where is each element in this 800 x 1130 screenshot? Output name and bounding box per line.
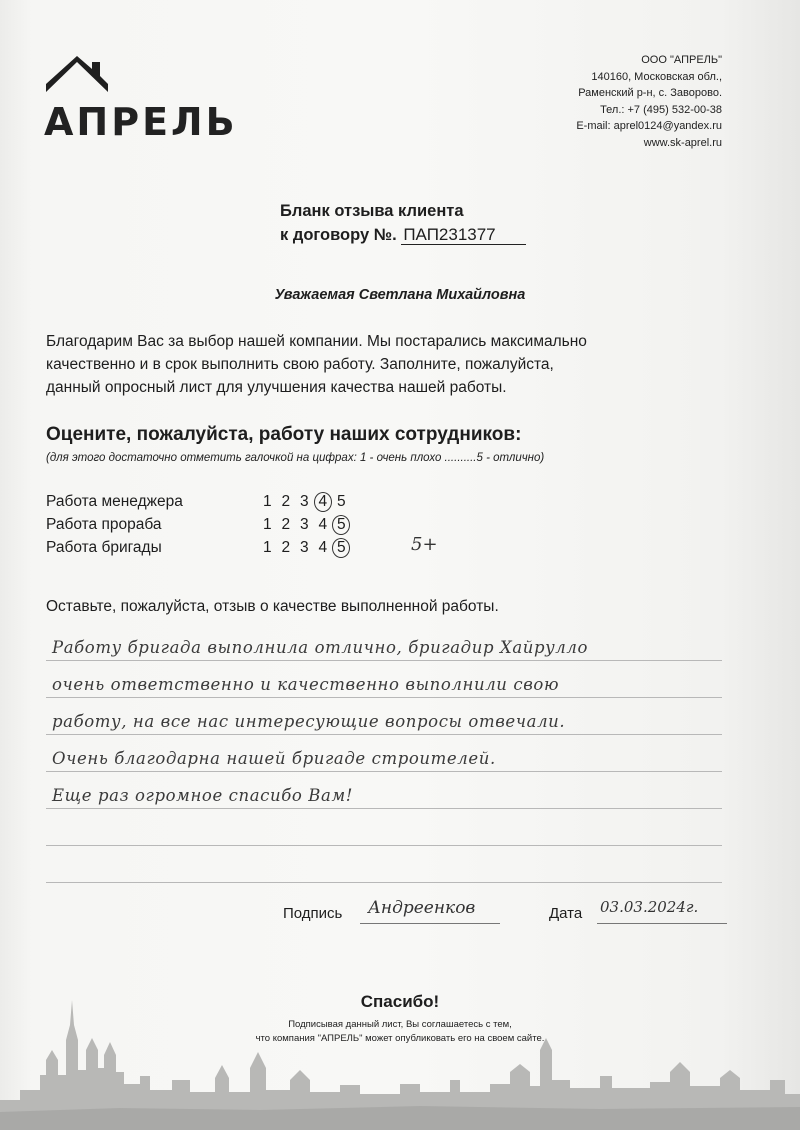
rating-scale xyxy=(258,493,351,511)
review-line xyxy=(46,846,722,883)
ratings-table xyxy=(46,493,466,562)
rating-scale xyxy=(258,539,351,557)
company-line: E-mail: aprel0124@yandex.ru xyxy=(576,120,722,132)
handwritten-text: очень ответственно и качественно выполнили свою xyxy=(52,675,560,694)
review-line xyxy=(46,772,722,809)
review-area[interactable] xyxy=(46,624,722,883)
date-label: Дата xyxy=(549,905,583,922)
logo-wordmark: АПРЕЛЬ xyxy=(44,100,238,144)
rating-option[interactable]: 3 xyxy=(299,539,309,556)
rating-label: Работа бригады xyxy=(46,539,162,556)
rating-option[interactable]: 4 xyxy=(318,516,328,533)
company-line: ООО "АПРЕЛЬ" xyxy=(641,54,722,66)
company-contacts xyxy=(462,52,722,151)
handwritten-text: работу, на все нас интересующие вопросы отвечали. xyxy=(52,712,566,731)
handwritten-text: Работу бригада выполнила отлично, бригадир Хайрулло xyxy=(52,638,589,657)
intro-line: качественно и в срок выполнить свою работу. Заполните, пожалуйста, xyxy=(46,356,554,373)
title-line-2 xyxy=(280,223,526,247)
rating-option[interactable]: 3 xyxy=(299,516,309,533)
signature-value: Андреенков xyxy=(368,898,476,918)
rating-option[interactable]: 5 xyxy=(336,493,346,510)
rating-scale xyxy=(258,516,351,534)
title-contract-label: к договору №. xyxy=(280,226,397,244)
rating-option[interactable]: 3 xyxy=(299,493,309,510)
ratings-heading: Оцените, пожалуйста, работу наших сотрудников: xyxy=(46,424,522,445)
signature-line[interactable] xyxy=(360,923,500,924)
intro-text xyxy=(46,330,746,399)
rating-option[interactable]: 1 xyxy=(262,493,272,510)
intro-line: Благодарим Вас за выбор нашей компании. Мы постарались максимально xyxy=(46,333,587,350)
rating-label: Работа прораба xyxy=(46,516,162,533)
rating-label: Работа менеджера xyxy=(46,493,183,510)
rating-option[interactable]: 4 xyxy=(314,493,333,511)
company-line: Раменский р-н, с. Заворово. xyxy=(578,87,722,99)
rating-row-crew xyxy=(46,534,466,562)
rating-option[interactable]: 5 xyxy=(332,539,351,557)
title-line-1: Бланк отзыва клиента xyxy=(280,202,464,220)
rating-option[interactable]: 2 xyxy=(281,493,291,510)
greeting: Уважаемая Светлана Михайловна xyxy=(274,287,526,303)
house-roof-icon xyxy=(44,56,114,96)
review-line xyxy=(46,661,722,698)
company-line: www.sk-aprel.ru xyxy=(643,136,722,149)
thanks-heading: Спасибо! xyxy=(360,992,440,1011)
handwritten-text: Очень благодарна нашей бригаде строителей. xyxy=(52,749,496,768)
rating-option[interactable]: 1 xyxy=(262,516,272,533)
city-skyline-illustration xyxy=(0,980,800,1130)
rating-option[interactable]: 1 xyxy=(262,539,272,556)
date-line[interactable] xyxy=(597,923,727,924)
consent-line: Подписывая данный лист, Вы соглашаетесь с тем, xyxy=(288,1019,512,1030)
form-title xyxy=(280,200,526,247)
rating-row-manager xyxy=(46,493,466,516)
rating-option[interactable]: 4 xyxy=(318,539,328,556)
review-label: Оставьте, пожалуйста, отзыв о качестве выполненной работы. xyxy=(46,598,499,615)
review-line xyxy=(46,735,722,772)
company-line: 140160, Московская обл., xyxy=(591,70,722,83)
rating-option[interactable]: 2 xyxy=(281,516,291,533)
review-line xyxy=(46,624,722,661)
contract-number: ПАП231377 xyxy=(401,225,525,245)
company-line: Тел.: +7 (495) 532-00-38 xyxy=(600,103,722,116)
handwritten-extra-mark: 5+ xyxy=(411,534,438,555)
review-line xyxy=(46,809,722,846)
rating-option[interactable]: 5 xyxy=(332,516,351,534)
rating-row-foreman xyxy=(46,516,466,539)
intro-line: данный опросный лист для улучшения качества нашей работы. xyxy=(46,379,507,396)
signature-label: Подпись xyxy=(283,905,343,922)
handwritten-text: Еще раз огромное спасибо Вам! xyxy=(52,786,353,805)
review-line xyxy=(46,698,722,735)
ratings-hint: (для этого достаточно отметить галочкой на цифрах: 1 - очень плохо ..........5 - отлично) xyxy=(46,452,545,464)
rating-option[interactable]: 2 xyxy=(281,539,291,556)
date-value: 03.03.2024г. xyxy=(600,898,699,916)
consent-line: что компания "АПРЕЛЬ" может опубликовать его на своем сайте. xyxy=(255,1033,545,1044)
